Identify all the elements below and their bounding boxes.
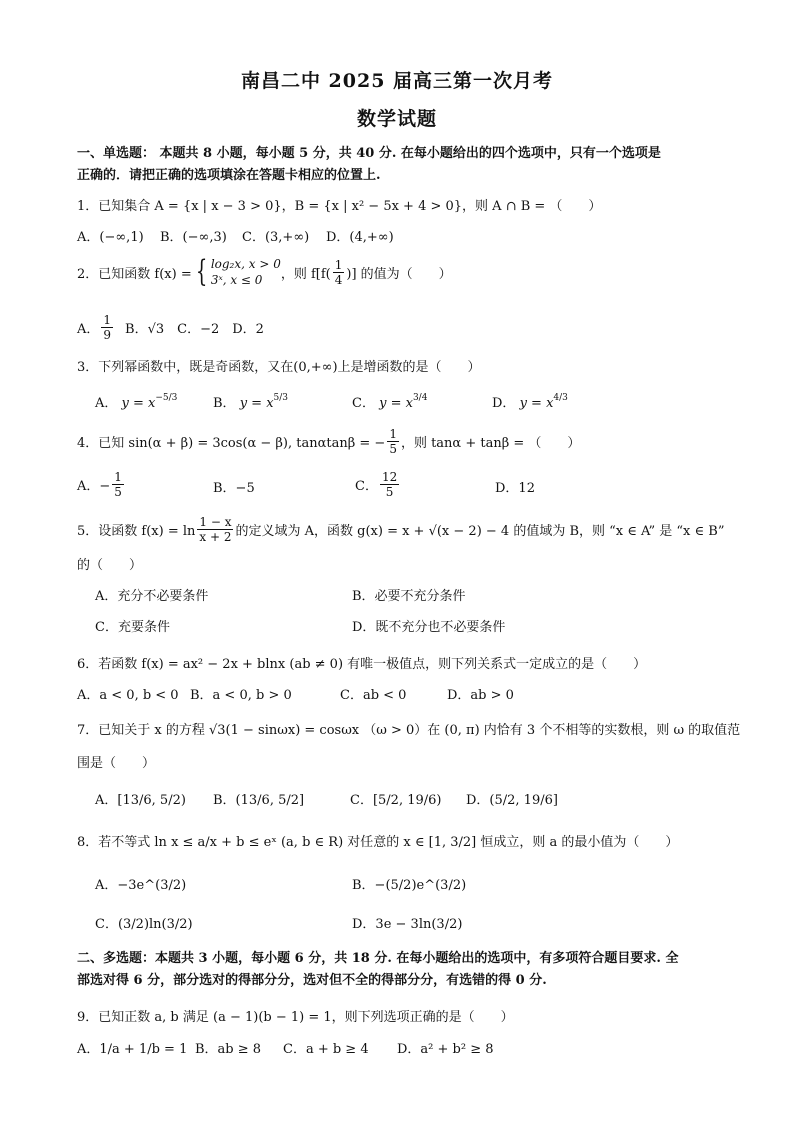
piecewise-case-2: 3ˣ, x ≤ 0 (210, 273, 263, 287)
question-4-option-a (77, 470, 126, 499)
option-exponent: −5/3 (155, 393, 178, 403)
fraction-numerator: 1 (389, 427, 397, 441)
question-8-option-d: D．3e − 3ln(3/2) (352, 917, 463, 932)
fraction-numerator: 1 (103, 313, 112, 327)
question-5-stem-post: 的定义域为 A，函数 g(x) = x + √(x − 2) − 4 的值域为 B，则 “x ∈ A” 是 “x ∈ B” (235, 524, 725, 539)
question-4-stem-pre: 4．已知 sin(α + β) = 3cos(α − β), tanαtanβ = − (77, 436, 386, 451)
option-base: y = x (519, 396, 554, 411)
exam-title: 南昌二中 2025 届高三第一次月考 (240, 70, 554, 92)
section1-instructions-line2: 正确的．请把正确的选项填涂在答题卡相应的位置上. (77, 168, 381, 183)
question-1-option-b: B．(−∞,3) (160, 230, 227, 245)
question-2-options (77, 313, 264, 342)
question-5-stem-line2: 的（ ） (77, 558, 143, 573)
option-fraction (380, 470, 399, 499)
option-label: A． (95, 396, 118, 411)
piecewise-case-1: log₂x, x > 0 (210, 257, 281, 271)
question-5-option-b: B．必要不充分条件 (352, 589, 466, 604)
question-4-stem-post: ，则 tanα + tanβ = （ ） (400, 436, 581, 451)
question-6-stem: 6．若函数 f(x) = ax² − 2x + blnx (ab ≠ 0) 有唯一极值点，则下列关系式一定成立的是（ ） (77, 657, 647, 672)
question-5-stem (77, 515, 724, 544)
question-1-option-d: D．(4,+∞) (326, 230, 394, 245)
question-3-option-b (213, 392, 288, 411)
fraction-denominator: 5 (389, 442, 397, 456)
question-9-option-d: D．a² + b² ≥ 8 (397, 1042, 494, 1057)
fraction-denominator: 5 (385, 485, 394, 499)
question-2-fraction (333, 258, 345, 287)
question-8-stem: 8．若不等式 ln x ≤ a/x + b ≤ eˣ (a, b ∈ R) 对任意的 x ∈ [1, 3/2] 恒成立，则 a 的最小值为（ ） (77, 835, 679, 850)
question-5-option-c: C．充要条件 (95, 620, 170, 635)
question-2-suffix-pre: ，则 f[f( (280, 266, 331, 282)
question-2-stem (77, 256, 452, 288)
question-9-option-b: B．ab ≥ 8 (195, 1042, 262, 1057)
question-3-option-a (95, 392, 177, 411)
question-7-option-d: D．(5/2, 19/6] (466, 793, 558, 808)
option-exponent: 5/3 (273, 393, 289, 403)
question-2-prefix: 2．已知函数 f(x) = (77, 266, 192, 282)
question-6-option-d: D．ab > 0 (447, 688, 514, 703)
question-4-fraction (387, 427, 399, 456)
question-4-stem (77, 427, 580, 456)
question-5-fraction (197, 515, 233, 544)
question-6-option-a: A．a < 0, b < 0 (77, 688, 179, 703)
question-5-option-a: A．充分不必要条件 (95, 589, 209, 604)
fraction-numerator: 1 (114, 470, 122, 484)
fraction-denominator: 4 (334, 272, 343, 287)
question-6-option-b: B．a < 0, b > 0 (190, 688, 292, 703)
fraction-numerator: 1 (334, 257, 343, 272)
section1-instructions-line1: 一、单选题： 本题共 8 小题，每小题 5 分，共 40 分. 在每小题给出的四个选项中，只有一个选项是 (77, 146, 661, 161)
question-5-option-d: D．既不充分也不必要条件 (352, 620, 506, 635)
question-7-option-c: C．[5/2, 19/6) (350, 793, 442, 808)
question-8-option-b: B．−(5/2)e^(3/2) (352, 878, 467, 893)
option-base: y = x (239, 396, 274, 411)
question-6-option-c: C．ab < 0 (340, 688, 407, 703)
question-9-stem: 9．已知正数 a, b 满足 (a − 1)(b − 1) = 1，则下列选项正确的是（ ） (77, 1010, 514, 1025)
question-1-stem: 1．已知集合 A = {x | x − 3 > 0}，B = {x | x² − 5x + 4 > 0}，则 A ∩ B = （ ） (77, 199, 602, 214)
question-2-option-a-fraction (101, 313, 113, 342)
question-9-option-c: C．a + b ≥ 4 (283, 1042, 369, 1057)
option-label: A．− (77, 479, 111, 494)
question-9-option-a: A．1/a + 1/b = 1 (77, 1042, 188, 1057)
question-2-options-rest: B．√3 C．−2 D．2 (125, 322, 264, 337)
question-7-option-a: A．[13/6, 5/2) (95, 793, 186, 808)
option-exponent: 4/3 (553, 393, 568, 403)
question-1-option-a: A．(−∞,1) (77, 230, 144, 245)
question-7-stem-line1: 7．已知关于 x 的方程 √3(1 − sinωx) = cosωx （ω > 0）在 (0, π) 内恰有 3 个不相等的实数根，则 ω 的取值范 (77, 723, 741, 738)
option-base: y = x (121, 396, 156, 411)
question-8-option-a: A．−3e^(3/2) (95, 878, 187, 893)
question-7-stem-line2: 围是（ ） (77, 756, 156, 771)
question-3-option-c (352, 392, 427, 411)
section2-instructions-line1: 二、多选题：本题共 3 小题，每小题 6 分，共 18 分. 在每小题给出的选项中，有多项符合题目要求. 全 (77, 951, 679, 966)
section2-instructions-line2: 部选对得 6 分，部分选对的得部分分，选对但不全的得部分分，有选错的得 0 分. (77, 973, 547, 988)
question-2-suffix-post: )] 的值为（ ） (346, 266, 452, 282)
option-label: B． (213, 396, 236, 411)
question-3-option-d (492, 392, 568, 411)
question-5-stem-pre: 5．设函数 f(x) = ln (77, 524, 196, 539)
option-label: C． (355, 479, 378, 494)
question-3-stem: 3．下列幂函数中，既是奇函数，又在(0,+∞)上是增函数的是（ ） (77, 360, 481, 375)
fraction-numerator: 12 (381, 470, 398, 484)
option-label: C． (352, 396, 375, 411)
question-4-option-c (355, 470, 401, 499)
question-8-option-c: C．(3/2)ln(3/2) (95, 917, 193, 932)
question-1-option-c: C．(3,+∞) (242, 230, 310, 245)
option-exponent: 3/4 (412, 393, 428, 403)
fraction-denominator: 5 (114, 485, 122, 499)
exam-subtitle: 数学试题 (356, 108, 437, 130)
fraction-denominator: x + 2 (199, 530, 232, 544)
option-fraction (112, 470, 124, 499)
question-2-option-a-label: A． (77, 322, 100, 337)
option-label: D． (492, 396, 516, 411)
piecewise-brace: { log₂x, x > 0 3ˣ, x ≤ 0 (195, 254, 281, 289)
question-7-option-b: B．(13/6, 5/2] (213, 793, 305, 808)
fraction-denominator: 9 (103, 328, 112, 342)
fraction-numerator: 1 − x (199, 515, 232, 529)
option-base: y = x (379, 396, 413, 411)
question-4-option-b: B．−5 (213, 481, 255, 496)
question-4-option-d: D．12 (495, 481, 535, 496)
